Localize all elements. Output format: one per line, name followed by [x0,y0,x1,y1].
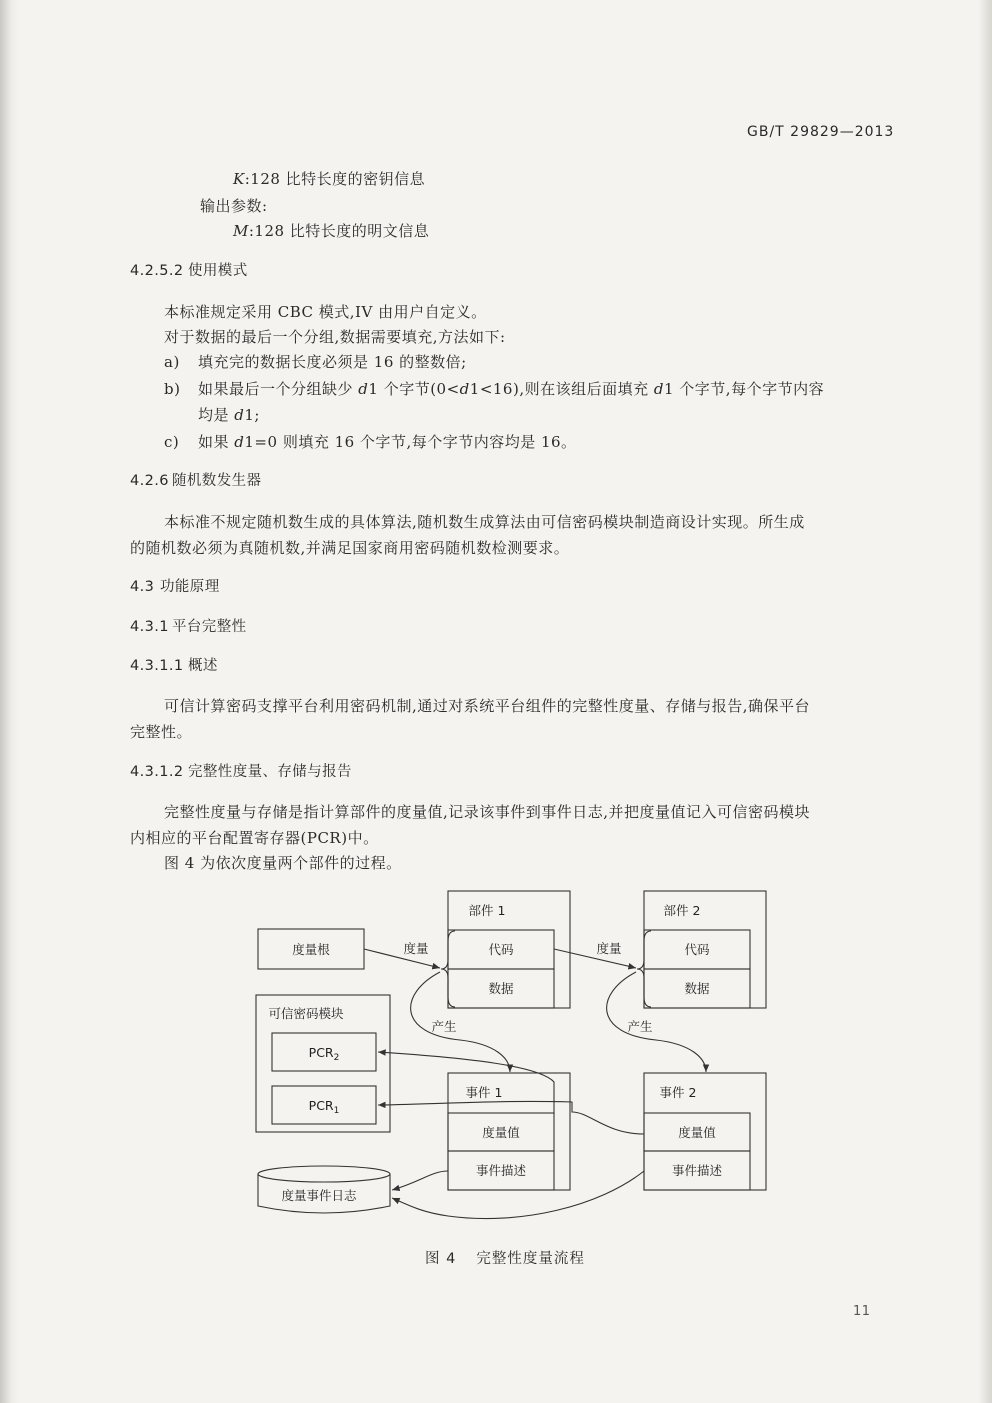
component1-data-label: 数据 [488,981,514,996]
pcr1-label [309,1098,340,1116]
heading-number: 4.3.1.2 [130,764,184,780]
list-label: b) [164,380,181,398]
arrow-event2-to-log [392,1171,644,1219]
paragraph-measure-line2: 内相应的平台配置寄存器(PCR)中。 [130,829,379,847]
event2-value-label: 度量值 [678,1125,716,1140]
heading-title: 概述 [188,658,218,674]
component2-title: 部件 2 [663,903,701,918]
caption-number: 图 4 [425,1251,457,1267]
log-label: 度量事件日志 [281,1188,357,1203]
produce-label-1: 产生 [431,1019,457,1034]
var-m: M [233,222,249,240]
pcr2-subscript: 2 [333,1053,340,1063]
var-d: d [459,380,470,398]
var-d: d [234,433,245,451]
root-label: 度量根 [292,942,330,957]
log-cylinder-top [258,1166,390,1182]
caption-title: 完整性度量流程 [476,1251,585,1267]
event1-desc-label: 事件描述 [475,1163,527,1178]
arrow-component1-to-component2 [554,949,636,968]
component2-code-label: 代码 [684,942,710,957]
paragraph-rng-line2: 的随机数必须为真随机数,并满足国家商用密码随机数检测要求。 [130,539,570,557]
component1-code-label: 代码 [488,942,514,957]
heading-number: 4.3.1 [130,619,169,635]
event1-value-label: 度量值 [482,1125,520,1140]
list-text: 如果最后一个分组缺少 [198,380,359,398]
paragraph-overview-line1: 可信计算密码支撑平台利用密码机制,通过对系统平台组件的完整性度量、存储与报告,确保平台 [164,697,811,715]
param-m-desc: :128 比特长度的明文信息 [248,222,430,240]
pcr1-base: PCR [308,1098,334,1113]
paragraph-measure-line1: 完整性度量与存储是指计算部件的度量值,记录该事件到事件日志,并把度量值记入可信密码模块 [164,803,811,821]
var-d: d [653,380,664,398]
event1-title: 事件 1 [465,1085,503,1100]
measure-label-1: 度量 [403,941,429,956]
measure-label-2: 度量 [596,941,622,956]
component1-title: 部件 1 [468,903,506,918]
paragraph-overview-line2: 完整性。 [130,723,193,741]
heading-title: 使用模式 [188,263,248,279]
output-params-label: 输出参数: [200,197,268,215]
event2-title: 事件 2 [659,1085,697,1100]
heading-number: 4.3 [130,579,155,595]
list-text: 均是 [198,406,235,424]
page-number: 11 [853,1304,871,1319]
standard-number: GB/T 29829—2013 [747,124,895,140]
pcr1-subscript: 1 [333,1106,340,1116]
tcm-title: 可信密码模块 [268,1006,344,1021]
list-label: c) [164,433,180,451]
list-text: 如果 [198,433,235,451]
list-text: 1=0 则填充 16 个字节,每个字节内容均是 16。 [244,433,577,451]
paragraph-padding-intro: 对于数据的最后一个分组,数据需要填充,方法如下: [164,328,506,346]
event2-desc-label: 事件描述 [671,1163,723,1178]
list-text: 1<16),则在该组后面填充 [469,380,654,398]
paragraph-figure-ref: 图 4 为依次度量两个部件的过程。 [164,854,402,872]
pcr2-label [309,1045,340,1063]
heading-title: 随机数发生器 [172,473,262,489]
arrow-event1-to-log [392,1171,448,1190]
heading-number: 4.2.5.2 [130,263,184,279]
produce-label-2: 产生 [627,1019,653,1034]
list-text: 填充完的数据长度必须是 16 的整数倍; [198,353,467,371]
param-k-desc: :128 比特长度的密钥信息 [244,170,426,188]
var-d: d [358,380,369,398]
heading-number: 4.2.6 [130,473,169,489]
figure-caption [425,1249,585,1269]
arrow-root-to-component1 [364,949,440,968]
component2-data-label: 数据 [684,981,710,996]
paragraph-cbc-mode: 本标准规定采用 CBC 模式,IV 由用户自定义。 [164,303,487,321]
list-text: 1 个字节(0< [368,380,460,398]
var-d: d [234,406,245,424]
heading-title: 平台完整性 [172,619,247,635]
heading-number: 4.3.1.1 [130,658,184,674]
list-text: 1; [244,406,260,424]
heading-title: 完整性度量、存储与报告 [188,764,352,780]
list-text: 1 个字节,每个字节内容 [663,380,825,398]
paragraph-rng-line1: 本标准不规定随机数生成的具体算法,随机数生成算法由可信密码模块制造商设计实现。所生成 [164,513,805,531]
list-label: a) [164,353,180,371]
heading-title: 功能原理 [160,579,220,595]
var-k: K [233,170,245,188]
pcr2-base: PCR [308,1045,334,1060]
